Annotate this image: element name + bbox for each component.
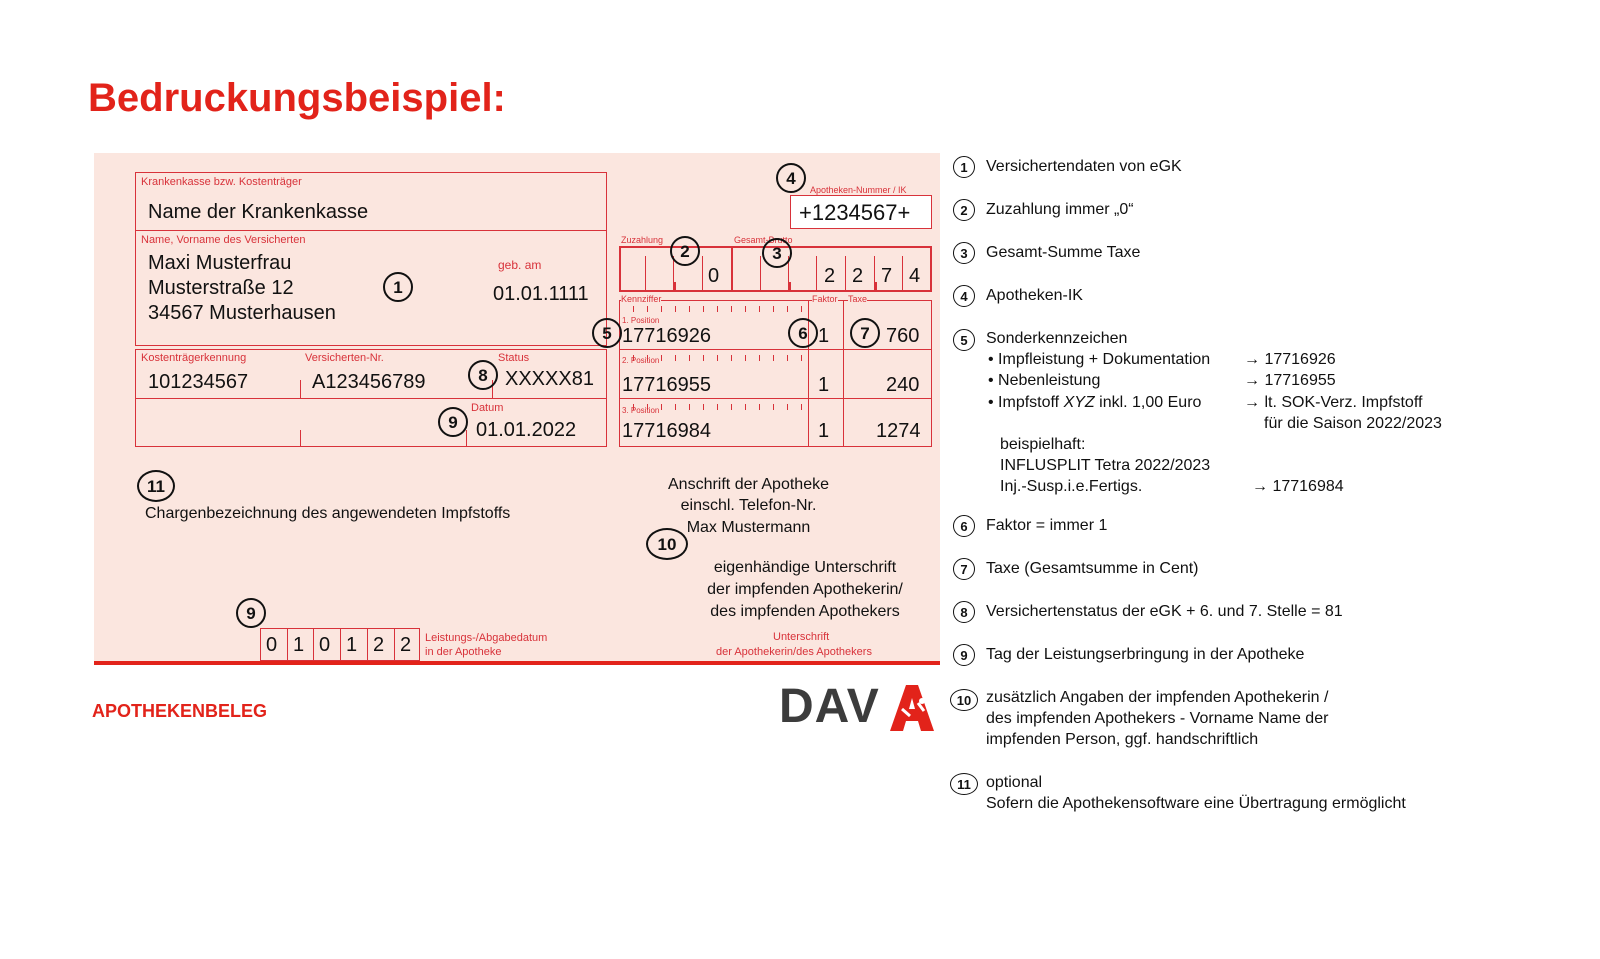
page-title: Bedruckungsbeispiel: [88,76,506,120]
tick-mark [731,404,732,410]
tick-mark [647,306,648,312]
tick-mark [731,306,732,312]
label-pos2: 2. Position [622,356,660,365]
legend-text-9: Tag der Leistungserbringung in der Apotheke [986,646,1305,663]
label-geb: geb. am [498,258,542,272]
divider [760,256,761,292]
tick-mark [731,355,732,361]
tick-mark [703,306,704,312]
signature-note-line2: der impfenden Apothekerin/ [707,581,903,598]
legend-text-1: Versichertendaten von eGK [986,158,1182,175]
signature-note-line3: des impfenden Apothekers [710,603,900,620]
label-zuzahlung: Zuzahlung [621,235,664,245]
divider [731,246,733,292]
tick-mark [717,404,718,410]
tick-mark [773,404,774,410]
legend-10-line1: zusätzlich Angaben der impfenden Apothekerin / [986,689,1329,706]
legend-num-3: 3 [953,242,975,264]
decimal-mark [874,282,877,292]
pos1-faktor: 1 [818,325,830,347]
divider [619,349,932,350]
marker-7: 7 [850,318,880,348]
pos1-taxe: 760 [886,325,920,347]
tick-mark [801,306,802,312]
marker-1: 1 [383,272,413,302]
value-status: XXXXX81 [505,368,594,390]
legend-num-10: 10 [950,689,978,711]
legend-text-2: Zuzahlung immer „0“ [986,201,1134,218]
leistung-divider [313,628,314,661]
divider [845,256,846,292]
legend-5-example-value: → 17716984 [1252,478,1344,495]
legend-text-3: Gesamt-Summe Taxe [986,244,1141,261]
legend-5-bullet-3a: • Impfstoff [988,394,1064,411]
label-faktor: Faktor [812,294,838,304]
signature-label-line2: der Apothekerin/des Apothekers [716,646,872,658]
legend-5-bullet-1: • Impfleistung + Dokumentation [988,351,1211,368]
divider [816,256,817,292]
label-name: Name, Vorname des Versicherten [141,234,306,246]
label-gesamt: Gesamt-Brutto [734,235,793,245]
tick-mark [661,404,662,410]
marker-9: 9 [438,407,468,437]
apothekenbeleg-label: APOTHEKENBELEG [92,701,268,721]
tick-mark [717,306,718,312]
leistung-label-line2: in der Apotheke [425,646,502,658]
charge-note: Chargenbezeichnung des angewendeten Impfstoffs [145,505,511,522]
divider [300,430,301,447]
tick-mark [661,355,662,361]
legend-text-4: Apotheken-IK [986,287,1083,304]
gesamt-digit: 2 [824,265,836,287]
legend-text-6: Faktor = immer 1 [986,517,1108,534]
leistung-divider [394,628,395,661]
form-bottom-rule [94,661,940,665]
legend-10-line2: des impfenden Apothekers - Vorname Name der [986,710,1329,727]
apo-address-line1: Anschrift der Apotheke [668,476,829,493]
label-apo-ik: Apotheken-Nummer / IK [810,185,907,195]
legend-5-bullet-3-value: → lt. SOK-Verz. Impfstoff [1244,394,1423,411]
tick-mark [689,404,690,410]
tick-mark [675,404,676,410]
signature-note-line1: eigenhändige Unterschrift [713,559,897,576]
pos3-faktor: 1 [818,420,830,442]
apo-address-line3: Max Mustermann [686,519,811,536]
legend-5-example-label: beispielhaft: [1000,436,1086,453]
tick-mark [801,355,802,361]
marker-9b: 9 [236,598,266,628]
tick-mark [787,306,788,312]
tick-mark [773,355,774,361]
label-versnr: Versicherten-Nr. [305,352,384,364]
tick-mark [759,355,760,361]
tick-mark [745,306,746,312]
marker-6: 6 [788,318,818,348]
legend-5-example-line1: INFLUSPLIT Tetra 2022/2023 [1000,457,1211,474]
leistung-label-line1: Leistungs-/Abgabedatum [425,632,548,644]
marker-11: 11 [137,470,175,502]
legend-num-2: 2 [953,199,975,221]
divider [135,398,607,399]
tick-mark [745,404,746,410]
label-kennziffer: Kennziffer [621,294,662,304]
apo-address-line2: einschl. Telefon-Nr. [680,497,817,514]
legend-text-5: Sonderkennzeichen [986,330,1128,347]
legend-5-bullet-1-value: → 17716926 [1244,351,1336,368]
divider [843,300,844,447]
leistung-digit: 1 [346,634,358,656]
tick-mark [787,404,788,410]
leistung-divider [287,628,288,661]
legend-num-4: 4 [953,285,975,307]
legend-11-line2: Sofern die Apothekensoftware eine Übertragung ermöglicht [986,795,1406,812]
pos2-faktor: 1 [818,374,830,396]
decimal-mark [788,282,791,292]
label-kasse: Krankenkasse bzw. Kostenträger [141,176,302,188]
apotheke-a-icon [888,683,936,733]
legend-5-bullet-3-value-line2: für die Saison 2022/2023 [1264,415,1442,432]
label-ktk: Kostenträgerkennung [141,352,247,364]
value-name-line1: Maxi Musterfrau [148,252,292,274]
marker-5: 5 [592,318,622,348]
tick-mark [633,404,634,410]
leistung-digit: 2 [373,634,385,656]
tick-mark [773,306,774,312]
label-datum: Datum [471,402,504,414]
tick-mark [689,355,690,361]
leistung-digit: 2 [400,634,412,656]
label-pos3: 3. Position [622,406,660,415]
divider [135,230,607,231]
tick-mark [689,306,690,312]
legend-num-11: 11 [950,773,978,795]
tick-mark [801,404,802,410]
value-geb: 01.01.1111 [493,283,589,305]
tick-mark [717,355,718,361]
tick-mark [745,355,746,361]
value-datum: 01.01.2022 [476,419,577,441]
signature-label-line1: Unterschrift [773,631,830,643]
legend-5-bullet-2-value: → 17716955 [1244,372,1336,389]
tick-mark [759,404,760,410]
leistung-divider [340,628,341,661]
value-ktk: 101234567 [148,371,249,393]
tick-mark [633,355,634,361]
decimal-mark [673,282,676,292]
legend-text-7: Taxe (Gesamtsumme in Cent) [986,560,1199,577]
gesamt-digit: 7 [881,265,893,287]
legend-5-bullet-3b: XYZ [1063,394,1095,411]
leistung-digit: 1 [293,634,305,656]
leistung-digit: 0 [319,634,331,656]
legend-num-6: 6 [953,515,975,537]
value-name-line2: Musterstraße 12 [148,277,294,299]
tick-mark [661,306,662,312]
legend-num-9: 9 [953,644,975,666]
label-pos1: 1. Position [622,316,660,325]
pos2-kennziffer: 17716955 [622,374,711,396]
legend-num-1: 1 [953,156,975,178]
marker-2: 2 [670,236,700,266]
legend-11-line1: optional [986,774,1043,791]
label-taxe: Taxe [848,294,868,304]
divider [300,380,301,398]
value-apo-ik: +1234567+ [799,200,911,225]
tick-mark [647,355,648,361]
value-kasse: Name der Krankenkasse [148,201,369,223]
legend-num-5: 5 [953,329,975,351]
legend-5-example-line2: Inj.-Susp.i.e.Fertigs. [1000,478,1143,495]
dav-logo-text: DAV [779,680,880,733]
tick-mark [675,306,676,312]
pos2-taxe: 240 [886,374,920,396]
legend-num-7: 7 [953,558,975,580]
divider [619,398,932,399]
pos3-kennziffer: 17716984 [622,420,711,442]
tick-mark [647,404,648,410]
pos3-taxe: 1274 [876,420,921,442]
divider [902,256,903,292]
tick-mark [703,355,704,361]
label-status: Status [498,352,530,364]
value-zuzahlung: 0 [708,265,720,287]
tick-mark [633,306,634,312]
gesamt-digit: 4 [909,265,921,287]
legend-5-bullet-3c: inkl. 1,00 Euro [1094,394,1202,411]
tick-mark [787,355,788,361]
marker-8: 8 [468,360,498,390]
gesamt-digit: 2 [852,265,864,287]
leistung-digit: 0 [266,634,278,656]
divider [645,256,646,292]
legend-5-bullet-3 [988,395,1201,411]
tick-mark [703,404,704,410]
divider [702,256,703,292]
tick-mark [759,306,760,312]
marker-10: 10 [646,528,688,560]
divider [466,430,467,447]
pos1-kennziffer: 17716926 [622,325,711,347]
legend-num-8: 8 [953,601,975,623]
leistung-divider [367,628,368,661]
value-name-line3: 34567 Musterhausen [148,302,336,324]
tick-mark [675,355,676,361]
legend-10-line3: impfenden Person, ggf. handschriftlich [986,731,1259,748]
legend-5-bullet-2: • Nebenleistung [988,372,1101,389]
legend-text-8: Versichertenstatus der eGK + 6. und 7. Stelle = 81 [986,603,1343,620]
value-versnr: A123456789 [312,371,426,393]
marker-4: 4 [776,163,806,193]
marker-3: 3 [762,238,792,268]
